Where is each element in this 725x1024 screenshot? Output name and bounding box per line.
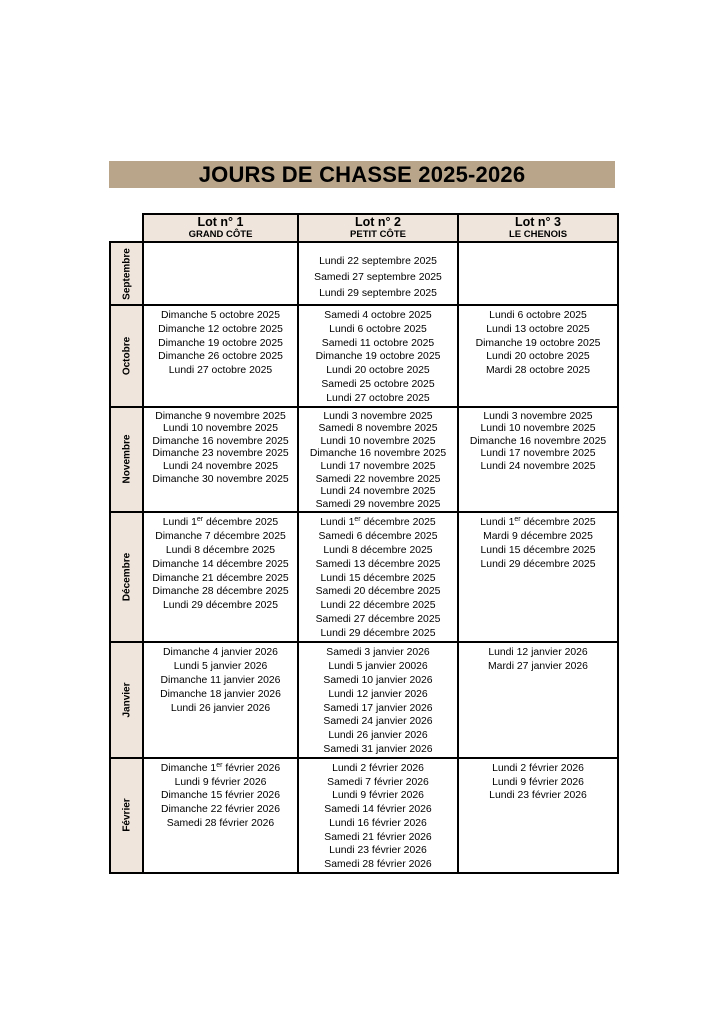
lot-3-name: LE CHENOIS bbox=[508, 229, 568, 241]
month-row-october bbox=[110, 305, 618, 407]
lot-1-dates-cell bbox=[143, 242, 298, 305]
date-entry: Lundi 8 décembre 2025 bbox=[323, 544, 433, 556]
month-row-february bbox=[110, 758, 618, 873]
date-entry: Dimanche 4 janvier 2026 bbox=[163, 647, 278, 659]
lot-3-dates-cell bbox=[458, 407, 618, 513]
date-entry: Lundi 23 février 2026 bbox=[489, 790, 587, 802]
lot-2-header bbox=[298, 214, 458, 242]
date-entry: Samedi 22 novembre 2025 bbox=[315, 473, 441, 485]
date-entry: Lundi 9 février 2026 bbox=[332, 790, 424, 802]
date-entry: Dimanche 12 octobre 2025 bbox=[158, 323, 283, 335]
date-entry: Lundi 20 octobre 2025 bbox=[486, 351, 590, 363]
date-entry: Dimanche 16 novembre 2025 bbox=[309, 448, 447, 460]
date-entry: Lundi 12 janvier 2026 bbox=[328, 688, 428, 700]
date-entry: Samedi 4 octobre 2025 bbox=[324, 310, 432, 321]
lot-2-dates-cell bbox=[298, 407, 458, 513]
lot-3-dates-cell bbox=[458, 242, 618, 305]
date-entry: Lundi 9 février 2026 bbox=[492, 776, 584, 788]
date-entry: Lundi 22 décembre 2025 bbox=[320, 600, 436, 612]
date-entry: Dimanche 19 octobre 2025 bbox=[315, 351, 441, 363]
date-entry: Lundi 1er décembre 2025 bbox=[162, 516, 279, 529]
date-entry: Dimanche 19 octobre 2025 bbox=[158, 337, 283, 349]
month-label: Janvier bbox=[121, 682, 132, 718]
date-entry: Lundi 5 janvier 20026 bbox=[328, 661, 428, 673]
date-entry: Mardi 28 octobre 2025 bbox=[486, 365, 590, 377]
hunting-days-table bbox=[109, 213, 619, 874]
date-entry: Dimanche 19 octobre 2025 bbox=[475, 337, 601, 349]
lot-2-dates-cell bbox=[298, 305, 458, 407]
date-entry: Lundi 24 novembre 2025 bbox=[480, 460, 596, 472]
date-entry: Lundi 15 décembre 2025 bbox=[320, 572, 436, 584]
date-entry: Dimanche 11 janvier 2026 bbox=[160, 674, 281, 686]
lot-2-dates-cell bbox=[298, 758, 458, 873]
month-row-january bbox=[110, 642, 618, 757]
lot-3-dates-cell bbox=[458, 305, 618, 407]
date-entry: Lundi 24 novembre 2025 bbox=[320, 486, 436, 498]
date-entry: Samedi 13 décembre 2025 bbox=[315, 558, 441, 570]
date-entry: Lundi 5 janvier 2026 bbox=[173, 661, 268, 673]
date-entry: Samedi 3 janvier 2026 bbox=[326, 647, 430, 659]
date-entry: Samedi 11 octobre 2025 bbox=[321, 337, 435, 349]
date-entry: Lundi 15 décembre 2025 bbox=[480, 544, 596, 556]
date-entry: Mardi 27 janvier 2026 bbox=[488, 661, 588, 673]
date-entry: Samedi 25 octobre 2025 bbox=[321, 378, 435, 390]
lot-1-number: Lot n° 1 bbox=[197, 214, 244, 229]
date-entry: Lundi 13 octobre 2025 bbox=[486, 323, 590, 335]
date-entry: Lundi 29 décembre 2025 bbox=[480, 558, 596, 570]
month-label: Octobre bbox=[121, 336, 132, 375]
month-label-cell bbox=[110, 512, 143, 642]
date-entry: Mardi 9 décembre 2025 bbox=[483, 531, 593, 543]
date-entry: Samedi 28 février 2026 bbox=[324, 859, 432, 871]
lot-1-dates-cell bbox=[143, 758, 298, 873]
date-entry: Lundi 2 février 2026 bbox=[332, 762, 424, 774]
date-entry: Lundi 6 octobre 2025 bbox=[329, 323, 427, 335]
month-label-cell bbox=[110, 407, 143, 513]
date-entry: Lundi 8 décembre 2025 bbox=[165, 544, 276, 556]
date-entry: Dimanche 26 octobre 2025 bbox=[158, 351, 283, 363]
lot-2-number: Lot n° 2 bbox=[355, 214, 401, 229]
month-label: Novembre bbox=[121, 435, 132, 484]
lot-1-dates-cell bbox=[143, 642, 298, 757]
month-label-cell bbox=[110, 305, 143, 407]
date-entry: Lundi 10 novembre 2025 bbox=[320, 435, 436, 447]
date-entry: Lundi 29 décembre 2025 bbox=[320, 627, 436, 639]
date-entry: Lundi 29 décembre 2025 bbox=[163, 600, 278, 612]
date-entry: Samedi 29 novembre 2025 bbox=[315, 498, 441, 510]
date-entry: Lundi 10 novembre 2025 bbox=[163, 423, 278, 435]
date-entry: Lundi 1er décembre 2025 bbox=[320, 516, 436, 529]
lot-1-name: GRAND CÔTE bbox=[188, 229, 253, 241]
date-entry: Samedi 10 janvier 2026 bbox=[323, 674, 433, 686]
lot-3-dates-cell bbox=[458, 642, 618, 757]
date-entry: Lundi 3 novembre 2025 bbox=[483, 410, 593, 422]
date-entry: Lundi 6 octobre 2025 bbox=[489, 310, 587, 321]
date-entry: Samedi 17 janvier 2026 bbox=[323, 702, 433, 714]
month-row-november bbox=[110, 407, 618, 513]
date-entry: Lundi 3 novembre 2025 bbox=[323, 410, 433, 422]
date-entry: Dimanche 1er février 2026 bbox=[160, 761, 281, 774]
month-label-cell bbox=[110, 758, 143, 873]
lot-2-dates-cell bbox=[298, 242, 458, 305]
lot-3-dates-cell bbox=[458, 512, 618, 642]
date-entry: Dimanche 30 novembre 2025 bbox=[152, 473, 289, 485]
date-entry: Samedi 27 décembre 2025 bbox=[315, 613, 441, 625]
date-entry: Samedi 28 février 2026 bbox=[166, 817, 275, 829]
date-entry: Dimanche 5 octobre 2025 bbox=[161, 310, 280, 321]
lot-3-header bbox=[458, 214, 618, 242]
lot-2-dates-cell bbox=[298, 642, 458, 757]
date-entry: Dimanche 28 décembre 2025 bbox=[152, 586, 289, 598]
date-entry: Lundi 9 février 2026 bbox=[174, 776, 267, 788]
date-entry: Dimanche 14 décembre 2025 bbox=[152, 558, 289, 570]
date-entry: Dimanche 22 février 2026 bbox=[161, 804, 280, 816]
date-entry: Lundi 27 octobre 2025 bbox=[168, 365, 273, 377]
date-entry: Lundi 26 janvier 2026 bbox=[170, 702, 271, 714]
month-label: Février bbox=[121, 798, 132, 833]
date-entry: Lundi 1er décembre 2025 bbox=[480, 516, 596, 529]
month-row-september bbox=[110, 242, 618, 305]
month-label: Décembre bbox=[121, 553, 132, 602]
date-entry: Samedi 7 février 2026 bbox=[327, 776, 429, 788]
lot-1-dates-cell bbox=[143, 305, 298, 407]
month-label-cell bbox=[110, 642, 143, 757]
date-entry: Dimanche 16 novembre 2025 bbox=[469, 435, 607, 447]
lot-3-number: Lot n° 3 bbox=[515, 214, 561, 229]
date-entry: Lundi 2 février 2026 bbox=[492, 762, 584, 774]
date-entry: Lundi 17 novembre 2025 bbox=[480, 448, 596, 460]
date-entry: Samedi 14 février 2026 bbox=[324, 804, 432, 816]
date-entry: Lundi 27 octobre 2025 bbox=[326, 392, 430, 404]
lot-1-dates-cell bbox=[143, 512, 298, 642]
date-entry: Samedi 8 novembre 2025 bbox=[318, 423, 438, 435]
date-entry: Lundi 26 janvier 2026 bbox=[328, 730, 428, 742]
date-entry: Dimanche 23 novembre 2025 bbox=[152, 448, 289, 460]
date-entry: Dimanche 18 janvier 2026 bbox=[160, 688, 281, 700]
date-entry: Lundi 20 octobre 2025 bbox=[326, 365, 430, 377]
date-entry: Lundi 10 novembre 2025 bbox=[480, 423, 596, 435]
table-corner bbox=[110, 214, 143, 242]
month-label: Septembre bbox=[121, 247, 132, 300]
date-entry: Dimanche 7 décembre 2025 bbox=[155, 531, 286, 543]
date-entry: Lundi 24 novembre 2025 bbox=[163, 460, 278, 472]
month-row-december bbox=[110, 512, 618, 642]
date-entry: Samedi 31 janvier 2026 bbox=[323, 743, 433, 755]
lot-1-dates-cell bbox=[143, 407, 298, 513]
date-entry: Dimanche 16 novembre 2025 bbox=[152, 435, 289, 447]
lot-1-header bbox=[143, 214, 298, 242]
lot-2-name: PETIT CÔTE bbox=[350, 229, 406, 241]
date-entry: Lundi 23 février 2026 bbox=[329, 845, 427, 857]
date-entry: Lundi 29 septembre 2025 bbox=[319, 288, 437, 299]
date-entry: Dimanche 21 décembre 2025 bbox=[152, 572, 289, 584]
date-entry: Lundi 12 janvier 2026 bbox=[488, 647, 588, 659]
date-entry: Lundi 22 septembre 2025 bbox=[319, 256, 437, 267]
date-entry: Samedi 20 décembre 2025 bbox=[315, 586, 441, 598]
date-entry: Lundi 17 novembre 2025 bbox=[320, 460, 436, 472]
month-label-cell bbox=[110, 242, 143, 305]
date-entry: Samedi 27 septembre 2025 bbox=[314, 272, 442, 283]
date-entry: Dimanche 15 février 2026 bbox=[161, 790, 280, 802]
date-entry: Samedi 21 février 2026 bbox=[324, 831, 432, 843]
date-entry: Lundi 16 février 2026 bbox=[329, 817, 427, 829]
date-entry: Samedi 24 janvier 2026 bbox=[323, 716, 433, 728]
date-entry: Samedi 6 décembre 2025 bbox=[318, 531, 438, 543]
page-title: JOURS DE CHASSE 2025-2026 bbox=[109, 161, 615, 188]
lot-2-dates-cell bbox=[298, 512, 458, 642]
date-entry: Dimanche 9 novembre 2025 bbox=[155, 410, 286, 422]
lot-3-dates-cell bbox=[458, 758, 618, 873]
